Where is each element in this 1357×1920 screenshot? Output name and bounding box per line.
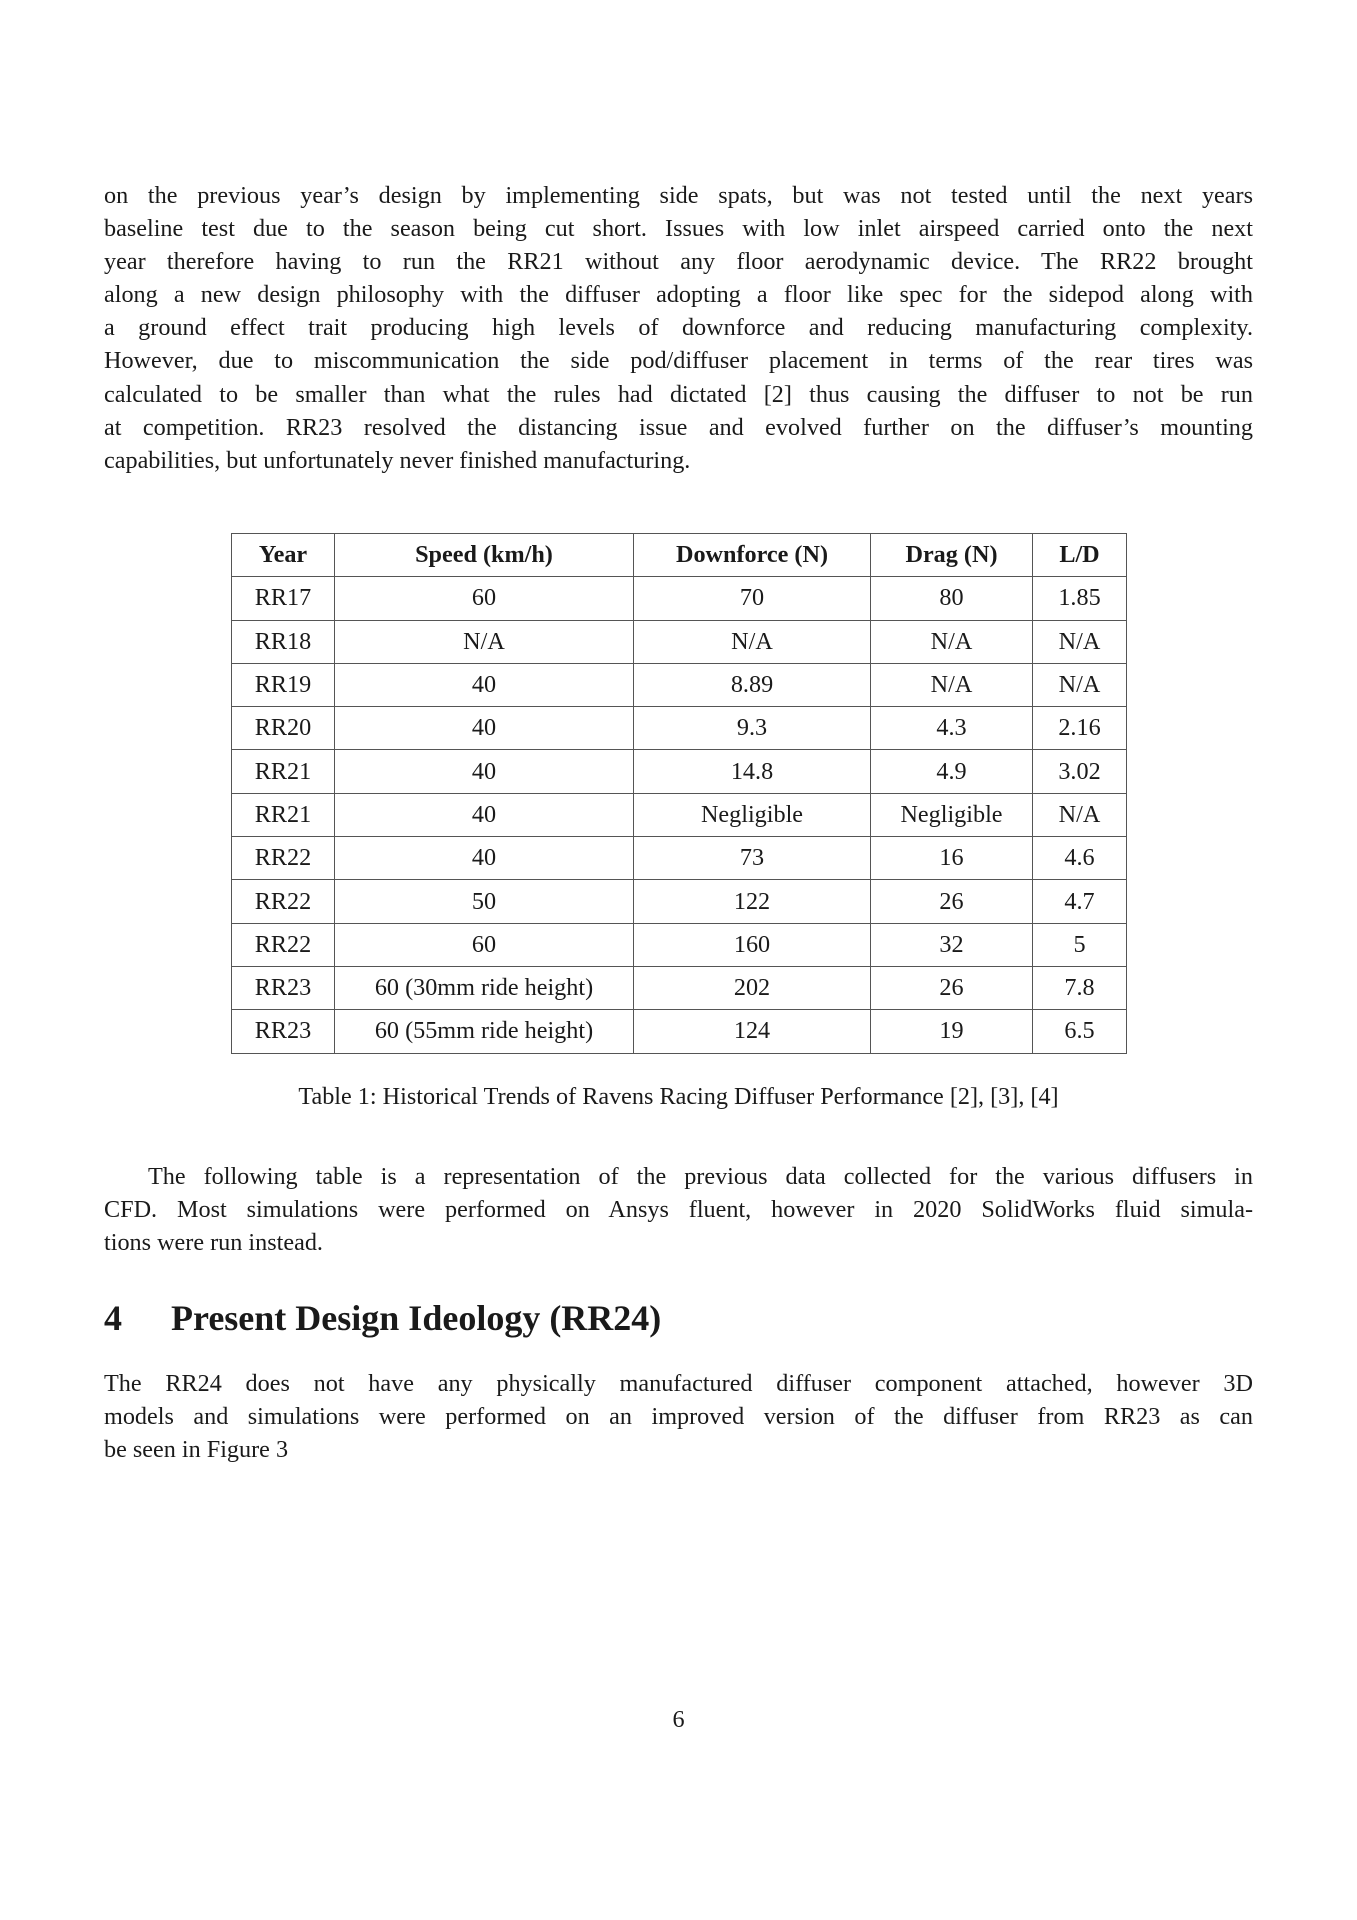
cell-year: RR23 xyxy=(232,966,335,1009)
header-lift-drag: L/D xyxy=(1033,534,1127,577)
table-description-paragraph xyxy=(104,1160,1253,1259)
cell-year: RR23 xyxy=(232,1010,335,1053)
cell-drag: N/A xyxy=(871,620,1033,663)
text-line: a ground effect trait producing high levels of downforce and reducing manufacturing complexity. xyxy=(104,314,1253,342)
cell-downforce: 9.3 xyxy=(634,707,871,750)
diffuser-performance-table xyxy=(231,533,1127,1054)
table-row xyxy=(232,707,1127,750)
cell-drag: N/A xyxy=(871,663,1033,706)
table-row xyxy=(232,880,1127,923)
cell-year: RR21 xyxy=(232,793,335,836)
cell-drag: 4.3 xyxy=(871,707,1033,750)
table-row xyxy=(232,966,1127,1009)
cell-drag: 4.9 xyxy=(871,750,1033,793)
cell-year: RR21 xyxy=(232,750,335,793)
table-caption: Table 1: Historical Trends of Ravens Racing Diffuser Performance [2], [3], [4] xyxy=(298,1083,1059,1110)
text-line: models and simulations were performed on an improved version of the diffuser from RR23 as can xyxy=(104,1403,1253,1431)
cell-lift-drag: N/A xyxy=(1033,793,1127,836)
table-row xyxy=(232,837,1127,880)
cell-downforce: 8.89 xyxy=(634,663,871,706)
cell-downforce: 70 xyxy=(634,577,871,620)
header-downforce: Downforce (N) xyxy=(634,534,871,577)
cell-downforce: 122 xyxy=(634,880,871,923)
cell-speed: N/A xyxy=(335,620,634,663)
cell-speed: 40 xyxy=(335,750,634,793)
cell-year: RR22 xyxy=(232,923,335,966)
cell-speed: 50 xyxy=(335,880,634,923)
table-row xyxy=(232,750,1127,793)
cell-drag: 26 xyxy=(871,880,1033,923)
cell-downforce: 73 xyxy=(634,837,871,880)
cell-drag: 16 xyxy=(871,837,1033,880)
cell-downforce: 160 xyxy=(634,923,871,966)
cell-lift-drag: 5 xyxy=(1033,923,1127,966)
intro-paragraph xyxy=(104,179,1253,477)
cell-drag: 80 xyxy=(871,577,1033,620)
cell-lift-drag: 4.7 xyxy=(1033,880,1127,923)
cell-speed: 40 xyxy=(335,837,634,880)
text-line: CFD. Most simulations were performed on Ansys fluent, however in 2020 SolidWorks fluid simula- xyxy=(104,1196,1253,1224)
table-row xyxy=(232,620,1127,663)
text-line: year therefore having to run the RR21 without any floor aerodynamic device. The RR22 brought xyxy=(104,248,1253,276)
cell-lift-drag: 7.8 xyxy=(1033,966,1127,1009)
cell-speed: 60 xyxy=(335,923,634,966)
cell-year: RR22 xyxy=(232,880,335,923)
cell-drag: 26 xyxy=(871,966,1033,1009)
cell-year: RR18 xyxy=(232,620,335,663)
cell-speed: 40 xyxy=(335,663,634,706)
cell-downforce: 14.8 xyxy=(634,750,871,793)
section-heading xyxy=(104,1296,661,1340)
cell-year: RR22 xyxy=(232,837,335,880)
cell-drag: Negligible xyxy=(871,793,1033,836)
cell-lift-drag: 1.85 xyxy=(1033,577,1127,620)
cell-downforce: 202 xyxy=(634,966,871,1009)
text-line: along a new design philosophy with the diffuser adopting a floor like spec for the sidepod along with xyxy=(104,281,1253,309)
cell-lift-drag: N/A xyxy=(1033,620,1127,663)
cell-speed: 60 (30mm ride height) xyxy=(335,966,634,1009)
table-header-row xyxy=(232,534,1127,577)
cell-speed: 40 xyxy=(335,793,634,836)
cell-lift-drag: N/A xyxy=(1033,663,1127,706)
cell-speed: 60 xyxy=(335,577,634,620)
cell-downforce: N/A xyxy=(634,620,871,663)
text-line: However, due to miscommunication the side pod/diffuser placement in terms of the rear tires was xyxy=(104,347,1253,375)
section-number: 4 xyxy=(104,1298,122,1338)
table-row xyxy=(232,663,1127,706)
header-drag: Drag (N) xyxy=(871,534,1033,577)
rr24-paragraph xyxy=(104,1367,1253,1466)
header-speed: Speed (km/h) xyxy=(335,534,634,577)
text-line: tions were run instead. xyxy=(104,1229,323,1257)
cell-lift-drag: 2.16 xyxy=(1033,707,1127,750)
cell-lift-drag: 6.5 xyxy=(1033,1010,1127,1053)
cell-drag: 32 xyxy=(871,923,1033,966)
text-line: The RR24 does not have any physically manufactured diffuser component attached, however 3D xyxy=(104,1370,1253,1397)
cell-drag: 19 xyxy=(871,1010,1033,1053)
table-row xyxy=(232,1010,1127,1053)
cell-year: RR19 xyxy=(232,663,335,706)
cell-speed: 40 xyxy=(335,707,634,750)
text-line: at competition. RR23 resolved the distancing issue and evolved further on the diffuser’s mounting xyxy=(104,413,1253,441)
text-line: baseline test due to the season being cut short. Issues with low inlet airspeed carried onto the next xyxy=(104,215,1253,243)
cell-lift-drag: 4.6 xyxy=(1033,837,1127,880)
cell-year: RR17 xyxy=(232,577,335,620)
cell-speed: 60 (55mm ride height) xyxy=(335,1010,634,1053)
cell-lift-drag: 3.02 xyxy=(1033,750,1127,793)
cell-downforce: 124 xyxy=(634,1010,871,1053)
table-row xyxy=(232,793,1127,836)
text-line: calculated to be smaller than what the rules had dictated [2] thus causing the diffuser to not be run xyxy=(104,380,1253,408)
cell-year: RR20 xyxy=(232,707,335,750)
cell-downforce: Negligible xyxy=(634,793,871,836)
section-title: Present Design Ideology (RR24) xyxy=(171,1298,662,1338)
text-line: be seen in Figure 3 xyxy=(104,1436,289,1464)
text-line: on the previous year’s design by implementing side spats, but was not tested until the next years xyxy=(104,182,1253,209)
page-number: 6 xyxy=(672,1706,685,1733)
text-line: The following table is a representation of the previous data collected for the various diffusers in xyxy=(148,1163,1253,1190)
header-year: Year xyxy=(232,534,335,577)
text-line: capabilities, but unfortunately never finished manufacturing. xyxy=(104,446,691,474)
table-row xyxy=(232,577,1127,620)
table-row xyxy=(232,923,1127,966)
